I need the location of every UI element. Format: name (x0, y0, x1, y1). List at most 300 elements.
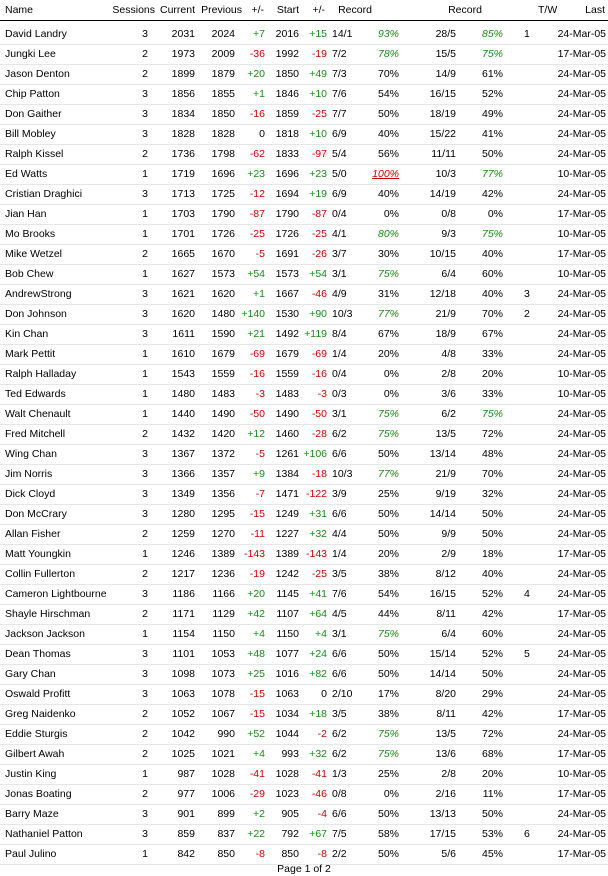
total-win-pct: 33% (481, 348, 503, 360)
current-rating: 1828 (171, 128, 195, 140)
player-name: Jackson Jackson (5, 628, 85, 640)
current-rating: 1856 (171, 88, 195, 100)
change-from-previous: +20 (247, 588, 265, 600)
player-name: Bob Chew (5, 268, 54, 280)
previous-rating: 1480 (211, 308, 235, 320)
sessions: 2 (142, 248, 148, 260)
start-rating: 1833 (275, 148, 299, 160)
total-record: 28/5 (435, 28, 456, 40)
previous-rating: 1798 (211, 148, 235, 160)
previous-rating: 850 (217, 848, 235, 860)
table-row (0, 584, 608, 605)
total-record: 12/18 (429, 288, 456, 300)
player-name: Don McCrary (5, 508, 67, 520)
player-name: Barry Maze (5, 808, 59, 820)
session-win-pct: 44% (377, 608, 399, 620)
session-win-pct: 77% (377, 468, 399, 480)
session-record: 7/5 (332, 828, 347, 840)
session-record: 3/5 (332, 568, 347, 580)
current-rating: 1719 (171, 168, 195, 180)
current-rating: 1627 (171, 268, 195, 280)
change-from-previous: +25 (247, 668, 265, 680)
change-from-start: +67 (309, 828, 327, 840)
session-record: 6/6 (332, 668, 347, 680)
total-win-pct: 20% (481, 368, 503, 380)
total-record: 2/16 (435, 788, 456, 800)
change-from-start: +24 (309, 648, 327, 660)
start-rating: 1077 (275, 648, 299, 660)
player-name: AndrewStrong (5, 288, 72, 300)
start-rating: 1150 (276, 628, 299, 640)
change-from-start: +4 (315, 628, 327, 640)
session-record: 4/5 (332, 608, 347, 620)
table-row (0, 824, 608, 845)
total-record: 6/4 (441, 268, 456, 280)
last-played: 17-Mar-05 (557, 608, 606, 620)
start-rating: 2016 (275, 28, 299, 40)
session-win-pct: 75% (377, 728, 399, 740)
change-from-previous: +1 (253, 88, 265, 100)
session-record: 0/4 (332, 208, 347, 220)
session-record: 2/2 (332, 848, 347, 860)
change-from-previous: 0 (259, 128, 265, 140)
previous-rating: 1679 (211, 348, 235, 360)
start-rating: 1227 (275, 528, 299, 540)
current-rating: 1432 (171, 428, 195, 440)
session-win-pct: 80% (377, 228, 399, 240)
table-row (0, 324, 608, 345)
session-win-pct: 0% (383, 368, 399, 380)
table-row (0, 124, 608, 145)
sessions: 3 (142, 448, 148, 460)
header-diff-start: +/- (312, 4, 325, 16)
player-name: Ralph Halladay (5, 368, 77, 380)
last-played: 24-Mar-05 (557, 408, 606, 420)
session-record: 3/1 (332, 268, 347, 280)
total-win-pct: 50% (481, 148, 503, 160)
current-rating: 977 (177, 788, 195, 800)
start-rating: 1028 (275, 768, 299, 780)
total-record: 14/14 (429, 668, 456, 680)
start-rating: 1818 (275, 128, 299, 140)
change-from-start: -25 (311, 228, 327, 240)
session-record: 6/6 (332, 448, 347, 460)
total-record: 14/14 (429, 508, 456, 520)
header-diff-previous: +/- (251, 4, 264, 16)
last-played: 17-Mar-05 (557, 708, 606, 720)
total-win-pct: 77% (481, 168, 503, 180)
change-from-start: -97 (311, 148, 327, 160)
total-record: 0/8 (441, 208, 456, 220)
total-record: 8/11 (436, 608, 456, 620)
total-win-pct: 75% (481, 228, 503, 240)
player-name: Greg Naidenko (5, 708, 76, 720)
tw-rank: 2 (524, 308, 530, 320)
current-rating: 1098 (171, 668, 195, 680)
session-record: 6/9 (332, 188, 347, 200)
player-name: Kin Chan (5, 328, 49, 340)
current-rating: 1703 (171, 208, 195, 220)
total-record: 13/14 (429, 448, 456, 460)
table-row (0, 764, 608, 785)
session-win-pct: 50% (377, 848, 399, 860)
header-last: Last (585, 4, 605, 16)
session-win-pct: 54% (377, 588, 399, 600)
session-win-pct: 70% (377, 68, 399, 80)
sessions: 3 (142, 328, 148, 340)
start-rating: 1679 (275, 348, 299, 360)
change-from-previous: +22 (247, 828, 265, 840)
total-win-pct: 42% (481, 188, 503, 200)
total-record: 14/19 (429, 188, 456, 200)
session-record: 6/2 (332, 748, 347, 760)
start-rating: 1992 (275, 48, 299, 60)
change-from-previous: +12 (247, 428, 265, 440)
last-played: 24-Mar-05 (557, 648, 606, 660)
sessions: 3 (142, 588, 148, 600)
player-name: Fred Mitchell (5, 428, 66, 440)
total-win-pct: 61% (481, 68, 503, 80)
change-from-start: -87 (311, 208, 327, 220)
start-rating: 1063 (275, 688, 299, 700)
table-row (0, 364, 608, 385)
total-record: 6/2 (441, 408, 456, 420)
total-win-pct: 72% (481, 428, 503, 440)
player-name: Collin Fullerton (5, 568, 76, 580)
sessions: 3 (142, 828, 148, 840)
start-rating: 1261 (275, 448, 299, 460)
total-record: 16/15 (429, 88, 456, 100)
player-name: Gary Chan (5, 668, 56, 680)
player-name: Cristian Draghici (5, 188, 83, 200)
player-name: Ted Edwards (5, 388, 66, 400)
table-row (0, 704, 608, 725)
change-from-start: +18 (309, 708, 327, 720)
start-rating: 1023 (275, 788, 299, 800)
last-played: 17-Mar-05 (557, 48, 606, 60)
start-rating: 1694 (275, 188, 299, 200)
start-rating: 792 (281, 828, 299, 840)
sessions: 2 (142, 48, 148, 60)
start-rating: 1492 (275, 328, 299, 340)
table-row (0, 264, 608, 285)
last-played: 10-Mar-05 (557, 768, 606, 780)
previous-rating: 1150 (212, 628, 235, 640)
previous-rating: 1879 (211, 68, 235, 80)
session-record: 4/9 (332, 288, 347, 300)
player-name: Walt Chenault (5, 408, 71, 420)
previous-rating: 1028 (211, 768, 235, 780)
sessions: 1 (142, 368, 148, 380)
session-record: 3/9 (332, 488, 347, 500)
change-from-previous: -7 (255, 488, 265, 500)
total-record: 14/9 (435, 68, 456, 80)
header-tw: T/W (538, 4, 558, 16)
total-record: 5/6 (441, 848, 456, 860)
start-rating: 1016 (275, 668, 299, 680)
total-record: 17/15 (429, 828, 456, 840)
player-name: Nathaniel Patton (5, 828, 83, 840)
session-record: 0/4 (332, 368, 347, 380)
start-rating: 1850 (275, 68, 299, 80)
session-record: 6/6 (332, 648, 347, 660)
sessions: 2 (142, 568, 148, 580)
player-name: Jungki Lee (5, 48, 56, 60)
player-name: Justin King (5, 768, 57, 780)
last-played: 24-Mar-05 (557, 28, 606, 40)
change-from-start: +32 (309, 528, 327, 540)
total-record: 9/19 (435, 488, 456, 500)
session-win-pct: 50% (377, 668, 399, 680)
current-rating: 901 (177, 808, 195, 820)
session-win-pct: 67% (377, 328, 399, 340)
previous-rating: 2024 (211, 28, 235, 40)
current-rating: 987 (177, 768, 195, 780)
table-row (0, 624, 608, 645)
player-name: Ed Watts (5, 168, 48, 180)
session-win-pct: 20% (377, 548, 399, 560)
sessions: 3 (142, 668, 148, 680)
change-from-previous: -69 (249, 348, 265, 360)
table-row (0, 304, 608, 325)
last-played: 10-Mar-05 (557, 388, 606, 400)
previous-rating: 1483 (211, 388, 235, 400)
session-record: 3/7 (332, 248, 347, 260)
header-session-record: Record (338, 4, 372, 16)
tw-rank: 4 (524, 588, 530, 600)
table-row (0, 784, 608, 805)
table-row (0, 64, 608, 85)
change-from-previous: -11 (250, 528, 265, 540)
table-row (0, 24, 608, 45)
total-win-pct: 70% (481, 468, 503, 480)
session-win-pct: 75% (377, 748, 399, 760)
total-win-pct: 40% (481, 248, 503, 260)
change-from-start: -16 (311, 368, 327, 380)
total-win-pct: 40% (481, 568, 503, 580)
previous-rating: 1726 (211, 228, 235, 240)
session-record: 6/6 (332, 808, 347, 820)
player-name: Shayle Hirschman (5, 608, 91, 620)
table-row (0, 604, 608, 625)
total-win-pct: 53% (481, 828, 503, 840)
session-record: 6/9 (332, 128, 347, 140)
previous-rating: 1295 (211, 508, 235, 520)
session-record: 3/1 (332, 408, 347, 420)
tw-rank: 3 (524, 288, 530, 300)
change-from-previous: -29 (249, 788, 265, 800)
change-from-start: +106 (303, 448, 327, 460)
total-win-pct: 50% (481, 508, 503, 520)
previous-rating: 1073 (211, 668, 235, 680)
start-rating: 1667 (275, 288, 299, 300)
total-record: 4/8 (441, 348, 456, 360)
change-from-previous: -143 (243, 548, 265, 560)
session-win-pct: 77% (377, 308, 399, 320)
player-name: Don Johnson (5, 308, 67, 320)
session-win-pct: 30% (377, 248, 399, 260)
player-name: Chip Patton (5, 88, 60, 100)
last-played: 17-Mar-05 (557, 788, 606, 800)
total-win-pct: 50% (481, 808, 503, 820)
session-record: 6/2 (332, 428, 347, 440)
table-row (0, 244, 608, 265)
last-played: 10-Mar-05 (557, 168, 606, 180)
player-name: Mark Pettit (5, 348, 56, 360)
current-rating: 1440 (171, 408, 195, 420)
total-win-pct: 52% (481, 88, 503, 100)
player-name: Jonas Boating (5, 788, 72, 800)
last-played: 24-Mar-05 (557, 88, 606, 100)
previous-rating: 1166 (212, 588, 235, 600)
change-from-previous: -62 (249, 148, 265, 160)
session-win-pct: 17% (377, 688, 399, 700)
current-rating: 1480 (171, 388, 195, 400)
session-record: 0/8 (332, 788, 347, 800)
start-rating: 993 (281, 748, 299, 760)
current-rating: 1042 (171, 728, 195, 740)
session-win-pct: 25% (377, 488, 399, 500)
change-from-previous: -19 (249, 568, 265, 580)
total-record: 8/20 (435, 688, 456, 700)
total-record: 13/13 (429, 808, 456, 820)
sessions: 2 (142, 788, 148, 800)
total-record: 8/11 (436, 708, 456, 720)
change-from-previous: -12 (249, 188, 265, 200)
last-played: 24-Mar-05 (557, 328, 606, 340)
session-win-pct: 50% (377, 528, 399, 540)
player-name: David Landry (5, 28, 67, 40)
change-from-start: +41 (309, 588, 327, 600)
total-win-pct: 72% (481, 728, 503, 740)
change-from-previous: +48 (247, 648, 265, 660)
sessions: 2 (142, 148, 148, 160)
session-record: 1/4 (332, 348, 347, 360)
change-from-start: -50 (311, 408, 327, 420)
table-row (0, 684, 608, 705)
sessions: 2 (142, 748, 148, 760)
change-from-start: +15 (309, 28, 327, 40)
total-win-pct: 60% (481, 268, 503, 280)
current-rating: 1101 (172, 648, 195, 660)
previous-rating: 1078 (211, 688, 235, 700)
current-rating: 1620 (171, 308, 195, 320)
player-name: Mo Brooks (5, 228, 56, 240)
last-played: 24-Mar-05 (557, 528, 606, 540)
total-record: 21/9 (435, 468, 456, 480)
last-played: 10-Mar-05 (557, 368, 606, 380)
total-win-pct: 50% (481, 528, 503, 540)
last-played: 17-Mar-05 (557, 848, 606, 860)
total-record: 10/3 (435, 168, 456, 180)
previous-rating: 1855 (211, 88, 235, 100)
start-rating: 1249 (275, 508, 299, 520)
change-from-previous: -8 (255, 848, 265, 860)
change-from-previous: -36 (249, 48, 265, 60)
start-rating: 1384 (275, 468, 299, 480)
header-previous: Previous (201, 4, 242, 16)
sessions: 1 (142, 768, 148, 780)
session-win-pct: 75% (377, 408, 399, 420)
session-record: 1/3 (332, 768, 347, 780)
session-record: 5/0 (332, 168, 347, 180)
total-win-pct: 75% (481, 48, 503, 60)
last-played: 24-Mar-05 (557, 728, 606, 740)
last-played: 24-Mar-05 (557, 288, 606, 300)
tw-rank: 6 (524, 828, 530, 840)
player-name: Mike Wetzel (5, 248, 62, 260)
total-win-pct: 48% (481, 448, 503, 460)
tw-rank: 5 (524, 648, 530, 660)
table-row (0, 44, 608, 65)
session-win-pct: 38% (377, 568, 399, 580)
change-from-previous: +9 (253, 468, 265, 480)
start-rating: 850 (281, 848, 299, 860)
last-played: 10-Mar-05 (557, 228, 606, 240)
player-name: Cameron Lightbourne (5, 588, 107, 600)
total-win-pct: 70% (481, 308, 503, 320)
change-from-previous: +52 (247, 728, 265, 740)
session-win-pct: 40% (377, 188, 399, 200)
session-record: 4/1 (332, 228, 347, 240)
current-rating: 1025 (171, 748, 195, 760)
session-win-pct: 31% (377, 288, 399, 300)
change-from-previous: +2 (253, 808, 265, 820)
previous-rating: 2009 (211, 48, 235, 60)
session-win-pct: 50% (377, 648, 399, 660)
change-from-start: -46 (311, 788, 327, 800)
session-win-pct: 75% (377, 428, 399, 440)
total-win-pct: 85% (481, 28, 503, 40)
last-played: 24-Mar-05 (557, 668, 606, 680)
session-win-pct: 50% (377, 808, 399, 820)
header-sessions: Sessions (112, 4, 155, 16)
change-from-previous: -41 (249, 768, 265, 780)
total-record: 9/9 (441, 528, 456, 540)
last-played: 24-Mar-05 (557, 588, 606, 600)
last-played: 17-Mar-05 (557, 748, 606, 760)
change-from-previous: +21 (247, 328, 265, 340)
table-row (0, 804, 608, 825)
session-record: 7/2 (332, 48, 347, 60)
change-from-previous: -16 (249, 108, 265, 120)
sessions: 3 (142, 488, 148, 500)
sessions: 1 (142, 168, 148, 180)
total-win-pct: 32% (481, 488, 503, 500)
total-record: 18/19 (429, 108, 456, 120)
player-name: Jian Han (5, 208, 47, 220)
last-played: 24-Mar-05 (557, 308, 606, 320)
table-row (0, 724, 608, 745)
sessions: 3 (142, 688, 148, 700)
table-row (0, 484, 608, 505)
current-rating: 1621 (171, 288, 195, 300)
session-record: 4/4 (332, 528, 347, 540)
previous-rating: 1620 (211, 288, 235, 300)
last-played: 24-Mar-05 (557, 188, 606, 200)
table-row (0, 84, 608, 105)
current-rating: 1973 (171, 48, 195, 60)
player-name: Paul Julino (5, 848, 57, 860)
start-rating: 1242 (275, 568, 299, 580)
current-rating: 1611 (172, 328, 195, 340)
session-win-pct: 50% (377, 108, 399, 120)
session-win-pct: 0% (383, 788, 399, 800)
total-record: 15/14 (429, 648, 456, 660)
change-from-start: -19 (311, 48, 327, 60)
current-rating: 1834 (171, 108, 195, 120)
previous-rating: 837 (217, 828, 235, 840)
